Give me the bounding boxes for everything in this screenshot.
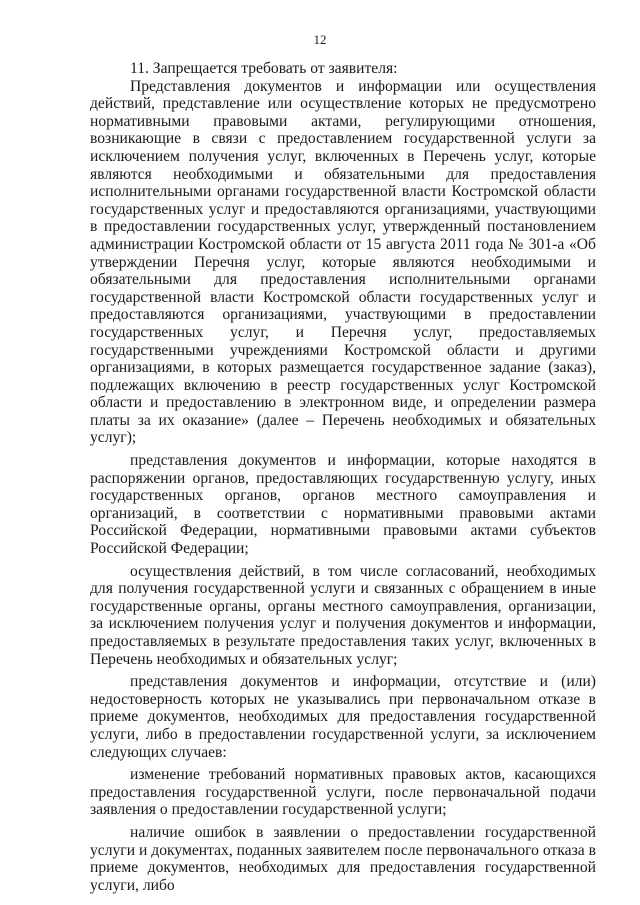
document-body xyxy=(90,60,596,894)
paragraph-section-heading: 11. Запрещается требовать от заявителя: xyxy=(130,60,398,77)
page-number: 12 xyxy=(313,32,327,47)
paragraph: Представления документов и информации или осуществления действий, представление или осуществление которых не предусмотрено нормативными правовыми актами, регулирующими отношения, возникающие в связи с предоставлением государственной услуги за исключением получения услуг, включенных в Перечень услуг, которые являются необходимыми и обязательными для предоставления исполнительными органами государственной власти Костромской области государственных услуг и предоставляются организациями, участвующими в предоставлении государственных услуг, утвержденный постановлением администрации Костромской области от 15 августа 2011 года № 301-а «Об утверждении Перечня услуг, которые являются необходимыми и обязательными для предоставления исполнительными органами государственной власти Костромской области государственных услуг и предоставляются организациями, участвующими в предоставлении государственных услуг, и Перечня услуг, предоставляемых государственными учреждениями Костромской области и другими организациями, в которых размещается государственное задание (заказ), подлежащих включению в реестр государственных услуг Костромской области и предоставлению в электронном виде, и определении размера платы за их оказание» (далее – Перечень необходимых и обязательных услуг); xyxy=(90,77,596,447)
paragraph: наличие ошибок в заявлении о предоставлении государственной услуги и документах, поданных заявителем после первоначального отказа в приеме документов, необходимых для предоставления государственной услуги, либо xyxy=(90,823,596,894)
paragraph: осуществления действий, в том числе согласований, необходимых для получения государственной услуги и связанных с обращением в иные государственные органы, органы местного самоуправления, организации, за исключением получения услуг и получения документов и информации, предоставляемых в результате предоставления таких услуг, включенных в Перечень необходимых и обязательных услуг; xyxy=(90,562,596,668)
paragraph: изменение требований нормативных правовых актов, касающихся предоставления государственной услуги, после первоначальной подачи заявления о предоставлении государственной услуги; xyxy=(90,766,596,819)
paragraph: представления документов и информации, отсутствие и (или) недостоверность которых не указывались при первоначальном отказе в приеме документов, необходимых для предоставления государственной услуги, либо в предоставлении государственной услуги, за исключением следующих случаев: xyxy=(90,673,596,761)
paragraph: представления документов и информации, которые находятся в распоряжении органов, предоставляющих государственную услугу, иных государственных органов, органов местного самоуправления и организаций, в соответствии с нормативными правовыми актами Российской Федерации, нормативными правовыми актами субъектов Российской Федерации; xyxy=(90,452,596,558)
